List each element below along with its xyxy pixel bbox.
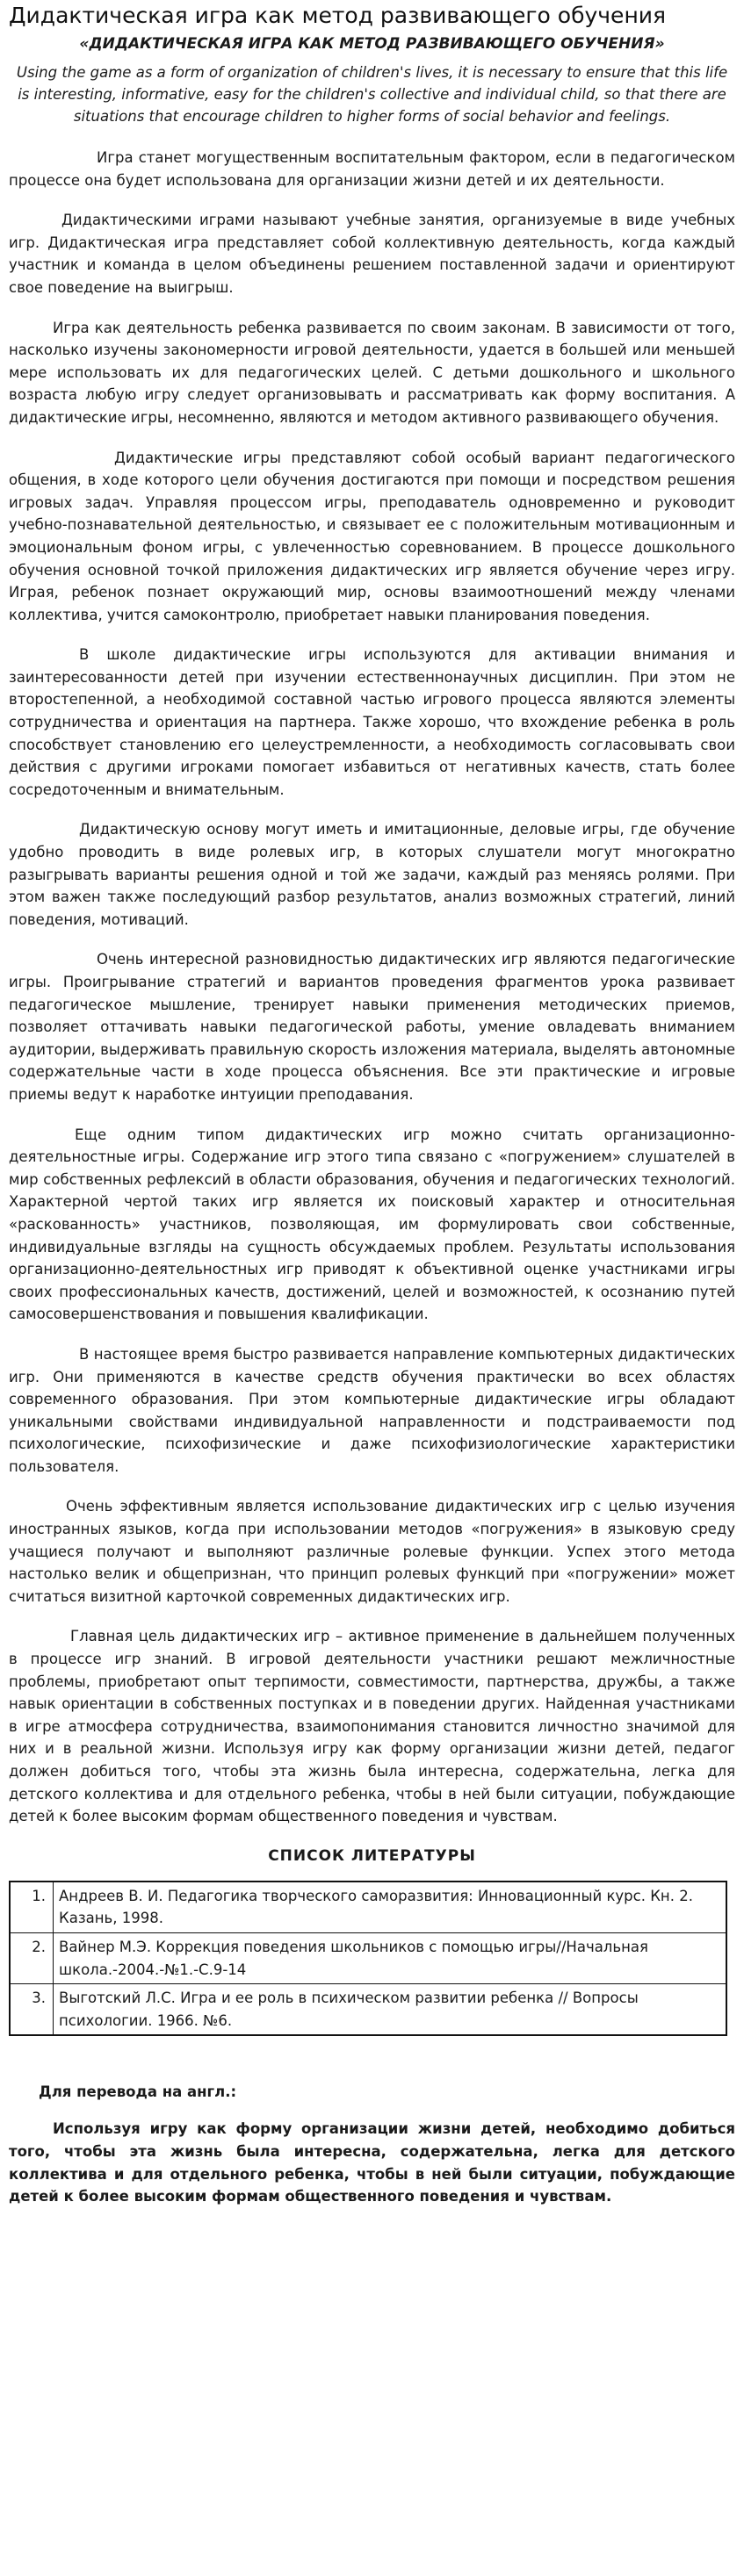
reference-number: 1. [10, 1882, 54, 1933]
reference-text: Андреев В. И. Педагогика творческого саморазвития: Инновационный курс. Кн. 2. Казань, 1998. [54, 1882, 727, 1933]
body-paragraph: В школе дидактические игры используются для активации внимания и заинтересованности детей при изучении естественнонаучных дисциплин. При этом не второстепенной, а необходимой составной частью игрового процесса являются элементы сотрудничества и ориентация на партнера. Также хорошо, что вхождение ребенка в роль способствует становлению его целеустремленности, а необходимость согласовывать свои действия с другими игроками помогает избавиться от негативных качеств, стать более сосредоточенным и внимательным. [9, 646, 735, 798]
english-abstract: Using the game as a form of organization of children's lives, it is necessary to ensure that this life is interesting, informative, easy for the children's collective and individual child, so that there are situations that encourage children to higher forms of social behavior and feelings. [16, 64, 728, 125]
reference-number: 2. [10, 1932, 54, 1983]
reference-text: Вайнер М.Э. Коррекция поведения школьников с помощью игры//Начальная школа.-2004.-№1.-С.9-14 [54, 1932, 727, 1983]
page-title: Дидактическая игра как метод развивающего обучения [9, 3, 667, 28]
body-paragraph: Очень эффективным является использование дидактических игр с целью изучения иностранных языков, когда при использовании методов «погружения» в языковую среду учащиеся получают и выполняют различные ролевые функции. Успех этого метода настолько велик и общепризнан, что принцип ролевых функций при «погружении» может считаться визитной карточкой современных дидактических игр. [9, 1498, 735, 1605]
body-paragraph: Дидактические игры представляют собой особый вариант педагогического общения, в ходе которого цели обучения достигаются при помощи и посредством решения игровых задач. Управляя процессом игры, преподаватель одновременно и руководит учебно-познавательной деятельностью, и связывает ее с положительным мотивационным и эмоциональным фоном игры, с увлеченностью соревнованием. В процессе дошкольного обучения основной точкой приложения дидактических игр является обучение через игру. Играя, ребенок познает окружающий мир, основы взаимоотношений между членами коллектива, учится самоконтролю, приобретает навыки планирования поведения. [9, 449, 735, 623]
body-paragraph: В настоящее время быстро развивается направление компьютерных дидактических игр. Они применяются в качестве средств обучения практически во всех областях современного образования. При этом компьютерные дидактические игры обладают уникальными свойствами индивидуальной направленности и подстраиваемости под психологические, психофизические и даже психофизиологические характеристики пользователя. [9, 1345, 735, 1475]
body-paragraph: Главная цель дидактических игр – активное применение в дальнейшем полученных в процессе игр знаний. В игровой деятельности участники решают межличностные проблемы, приобретают опыт терпимости, совместимости, партнерства, дружбы, а также навык ориентации в собственных поступках и в поведении других. Найденная участниками в игре атмосфера сотрудничества, взаимопонимания становится личностно значимой для них и в реальной жизни. Используя игру как форму организации жизни детей, педагог должен добиться того, чтобы эта жизнь была интересна, содержательна, легка для детского коллектива и для отдельного ребенка, чтобы в ней были ситуации, побуждающие детей к более высоким формам общественного поведения и чувствам. [9, 1628, 735, 1825]
article-body [9, 147, 735, 1828]
article-subtitle: «ДИДАКТИЧЕСКАЯ ИГРА КАК МЕТОД РАЗВИВАЮЩЕГО ОБУЧЕНИЯ» [79, 35, 665, 53]
reference-row [10, 1882, 726, 1933]
translation-heading: Для перевода на англ.: [39, 2083, 237, 2101]
body-paragraph: Дидактическими играми называют учебные занятия, организуемые в виде учебных игр. Дидактическая игра представляет собой коллективную деятельность, когда каждый участник и команда в целом объединены решением поставленной задачи и ориентируют свое поведение на выигрыш. [9, 212, 735, 296]
body-paragraph: Дидактическую основу могут иметь и имитационные, деловые игры, где обучение удобно проводить в виде ролевых игр, в которых слушатели могут многократно разыгрывать варианты решения одной и той же задачи, каждый раз меняясь ролями. При этом важен также последующий разбор результатов, анализ возможных стратегий, линий поведения, мотиваций. [9, 821, 735, 928]
body-paragraph: Еще одним типом дидактических игр можно считать организационно-деятельностные игры. Содержание игр этого типа связано с «погружением» слушателей в мир собственных рефлексий в области образования, обучения и педагогических технологий. Характерной чертой таких игр является их поисковый характер и относительная «раскованность» участников, позволяющая, им формулировать свои собственные, индивидуальные взгляды на сущность обсуждаемых проблем. Результаты использования организационно-деятельностных игр приводят к объективной оценке участниками игры своих профессиональных качеств, достижений, целей и возможностей, к осознанию путей самосовершенствования и повышения квалификации. [9, 1126, 735, 1323]
translation-text: Используя игру как форму организации жизни детей, необходимо добиться того, чтобы эта жизнь была интересна, содержательна, легка для детского коллектива и для отдельного ребенка, чтобы в ней были ситуации, побуждающие детей к более высоким формам общественного поведения и чувствам. [9, 2120, 735, 2205]
references-heading: СПИСОК ЛИТЕРАТУРЫ [268, 1846, 476, 1865]
body-paragraph: Игра как деятельность ребенка развивается по своим законам. В зависимости от того, насколько изучены закономерности игровой деятельности, удается в большей или меньшей мере использовать их для педагогических целей. С детьми дошкольного и школьного возраста любую игру следует организовывать и рассматривать как форму воспитания. А дидактические игры, несомненно, являются и методом активного развивающего обучения. [9, 319, 735, 426]
body-paragraph: Очень интересной разновидностью дидактических игр являются педагогические игры. Проигрывание стратегий и вариантов проведения фрагментов урока развивает педагогическое мышление, тренирует навыки применения методических приемов, позволяет оттачивать навыки педагогической работы, умение овладевать вниманием аудитории, выдерживать правильную скорость изложения материала, выделять автономные содержательные части в ходе процесса объяснения. Все эти практические и игровые приемы ведут к наработке интуиции преподавания. [9, 951, 735, 1103]
reference-row [10, 1932, 726, 1983]
reference-row [10, 1984, 726, 2036]
references-table [9, 1881, 727, 2037]
reference-text: Выготский Л.С. Игра и ее роль в психическом развитии ребенка // Вопросы психологии. 1966. №6. [54, 1984, 727, 2036]
body-paragraph: Игра станет могущественным воспитательным фактором, если в педагогическом процессе она будет использована для организации жизни детей и их деятельности. [9, 149, 735, 189]
reference-number: 3. [10, 1984, 54, 2036]
